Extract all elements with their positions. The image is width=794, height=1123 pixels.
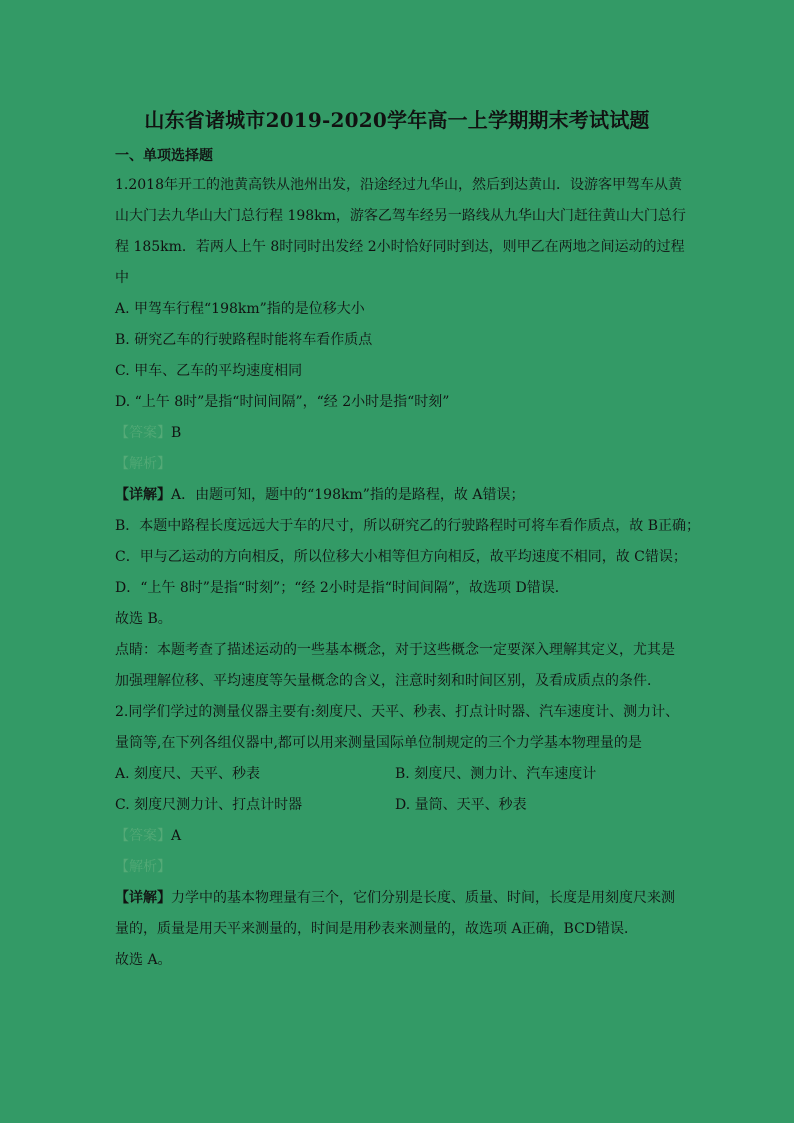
question-1-conclusion: 故选 B。 (115, 611, 172, 627)
question-2-option-d: D. 量筒、天平、秒表 (395, 797, 527, 813)
answer-value: A (171, 828, 182, 844)
analysis-label: 【解析】 (115, 456, 171, 472)
question-2-option-c: C. 刻度尺测力计、打点计时器 (115, 797, 303, 813)
question-1-answer (115, 418, 675, 449)
question-1-option-b: B. 研究乙车的行驶路程时能将车看作质点 (115, 332, 373, 348)
question-2-option-b: B. 刻度尺、测力计、汽车速度计 (395, 766, 597, 782)
question-1-detail-line: 【详解】A．由题可知，题中的“198km”指的是路程，故 A错误； (115, 487, 525, 503)
question-1-option-c: C. 甲车、乙车的平均速度相同 (115, 363, 303, 379)
question-1-option-a: A. 甲驾车行程“198km”指的是位移大小 (115, 301, 365, 317)
question-1-note-line: 加强理解位移、平均速度等矢量概念的含义，注意时刻和时间区别，及看成质点的条件． (115, 673, 661, 689)
question-2-analysis-label (115, 852, 675, 883)
question-2-line: 2.同学们学过的测量仪器主要有:刻度尺、天平、秒表、打点计时器、汽车速度计、测力计、 (115, 704, 680, 720)
page-title: 山东省诸城市2019-2020学年高一上学期期末考试试题 (144, 108, 650, 132)
question-1-detail-line: C．甲与乙运动的方向相反，所以位移大小相等但方向相反，故平均速度不相同，故 C错误； (115, 549, 687, 565)
section-heading: 一、单项选择题 (115, 148, 213, 164)
question-1-note-line: 点睛：本题考查了描述运动的一些基本概念，对于这些概念一定要深入理解其定义，尤其是 (115, 642, 675, 658)
question-1-detail-line: B．本题中路程长度远远大于车的尺寸，所以研究乙的行驶路程时可将车看作质点，故 B正确； (115, 518, 701, 534)
question-2-detail-line: 【详解】力学中的基本物理量有三个，它们分别是长度、质量、时间，长度是用刻度尺来测 (115, 890, 675, 906)
question-2-detail-line: 量的，质量是用天平来测量的，时间是用秒表来测量的，故选项 A正确，BCD错误． (115, 921, 639, 937)
document-body (115, 170, 701, 976)
question-2-options-row (115, 790, 675, 821)
question-1-line: 中 (115, 270, 129, 286)
answer-label: 【答案】 (115, 828, 171, 844)
question-1-line: 山大门去九华山大门总行程 198km，游客乙驾车经另一路线从九华山大门赶往黄山大门总行 (115, 208, 686, 224)
question-2-answer (115, 821, 675, 852)
question-2-option-a: A. 刻度尺、天平、秒表 (115, 766, 261, 782)
question-1-detail-line: D．“上午 8时”是指“时刻”；“经 2小时是指“时间间隔”，故选项 D错误． (115, 580, 569, 596)
question-1-option-d: D. “上午 8时”是指“时间间隔”，“经 2小时是指“时刻” (115, 394, 450, 410)
detail-label: 【详解】 (115, 890, 171, 906)
question-2-line: 量筒等,在下列各组仪器中,都可以用来测量国际单位制规定的三个力学基本物理量的是 (115, 735, 642, 751)
question-1-analysis-label (115, 449, 675, 480)
question-1-line: 程 185km．若两人上午 8时同时出发经 2小时恰好同时到达，则甲乙在两地之间运动的过程 (115, 239, 685, 255)
question-1-line: 1.2018年开工的池黄高铁从池州出发，沿途经过九华山，然后到达黄山．设游客甲驾车从黄 (115, 177, 682, 193)
question-2-options-row (115, 759, 675, 790)
answer-value: B (171, 425, 182, 441)
question-2-conclusion: 故选 A。 (115, 952, 172, 968)
analysis-label: 【解析】 (115, 859, 171, 875)
detail-label: 【详解】 (115, 487, 171, 503)
answer-label: 【答案】 (115, 425, 171, 441)
